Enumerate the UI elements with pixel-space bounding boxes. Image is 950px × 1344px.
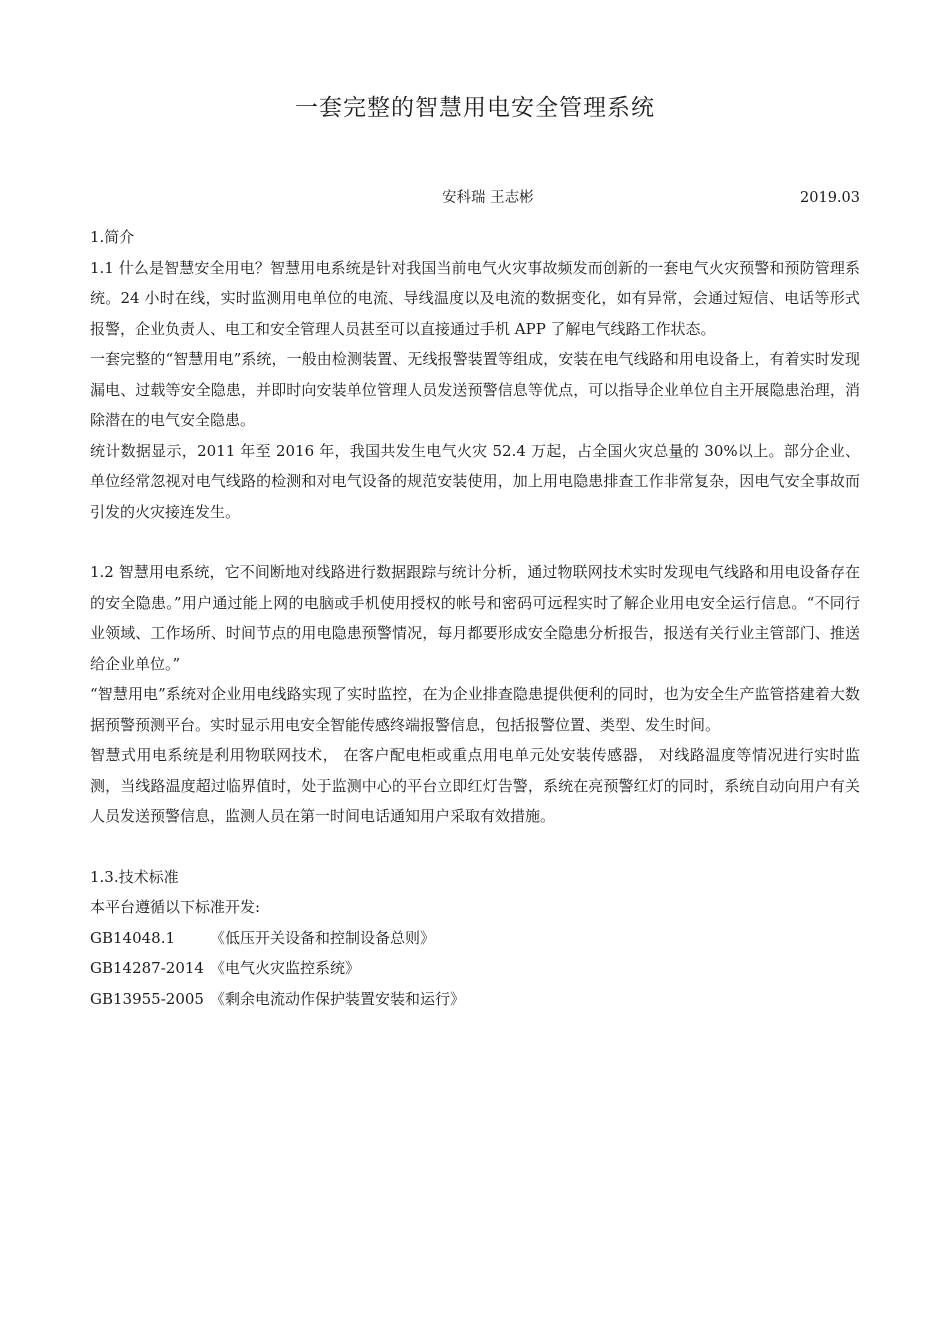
- document-date: 2019.03: [800, 190, 860, 206]
- standard-name: 《电气火灾监控系统》: [210, 959, 361, 977]
- paragraph-spacer: [90, 832, 860, 862]
- standards-intro: 本平台遵循以下标准开发:: [90, 898, 261, 916]
- standard-item: [90, 984, 860, 1015]
- paragraph-statistics: 统计数据显示，2011 年至 2016 年，我国共发生电气火灾 52.4 万起，占全国火灾总量的 30%以上。部分企业、单位经常忽视对电气线路的检测和对电气设备的规范安装使用，加上用电隐患排查工作非常复杂，因电气安全事故而引发的火灾接连发生。: [90, 441, 860, 521]
- document-body: [90, 222, 860, 1014]
- paragraph-1-2: 1.2 智慧用电系统，它不间断地对线路进行数据跟踪与统计分析，通过物联网技术实时发现电气线路和用电设备存在的安全隐患。”用户通过能上网的电脑或手机使用授权的帐号和密码可远程实时了解企业用电安全运行信息。“不同行业领域、工作场所、时间节点的用电隐患预警情况，每月都要形成安全隐患分析报告，报送有关行业主管部门、推送给企业单位。”: [90, 563, 860, 673]
- document-title: 一套完整的智慧用电安全管理系统: [295, 95, 655, 121]
- standard-code: GB14287-2014: [90, 959, 204, 977]
- section-heading-standards: 1.3.技术标准: [90, 867, 179, 886]
- standard-code: GB13955-2005: [90, 989, 204, 1008]
- paragraph-spacer: [90, 527, 860, 557]
- paragraph-system-composition: 一套完整的“智慧用电”系统，一般由检测装置、无线报警装置等组成，安装在电气线路和用电设备上，有着实时发现漏电、过载等安全隐患，并即时向安装单位管理人员发送预警信息等优点，可以指导企业单位自主开展隐患治理，消除潜在的电气安全隐患。: [90, 350, 860, 429]
- standard-name: 《低压开关设备和控制设备总则》: [210, 928, 436, 947]
- document-author: 安科瑞 王志彬: [442, 190, 534, 206]
- document-meta: [90, 186, 860, 210]
- standard-code: GB14048.1: [90, 928, 176, 947]
- paragraph-monitoring-platform: “智慧用电”系统对企业用电线路实现了实时监控，在为企业排查隐患提供便利的同时，也为安全生产监管搭建着大数据预警预测平台。实时显示用电安全智能传感终端报警信息，包括报警位置、类型、发生时间。: [90, 685, 860, 734]
- standard-name: 《剩余电流动作保护装置安装和运行》: [210, 989, 466, 1008]
- paragraph-iot-monitoring: 智慧式用电系统是利用物联网技术， 在客户配电柜或重点用电单元处安装传感器， 对线路温度等情况进行实时监测，当线路温度超过临界值时，处于监测中心的平台立即红灯告警，系统在亮预警红灯的同时，系统自动向用户有关人员发送预警信息，监测人员在第一时间电话通知用户采取有效措施。: [90, 746, 860, 825]
- paragraph-1-1: 1.1 什么是智慧安全用电？智慧用电系统是针对我国当前电气火灾事故频发而创新的一套电气火灾预警和预防管理系统。24 小时在线，实时监测用电单位的电流、导线温度以及电流的数据变化，如有异常，会通过短信、电话等形式报警，企业负责人、电工和安全管理人员甚至可以直接通过手机 APP 了解电气线路工作状态。: [90, 258, 860, 338]
- standard-item: [90, 923, 860, 954]
- section-heading-intro: 1.简介: [90, 228, 135, 246]
- standard-item: [90, 953, 860, 984]
